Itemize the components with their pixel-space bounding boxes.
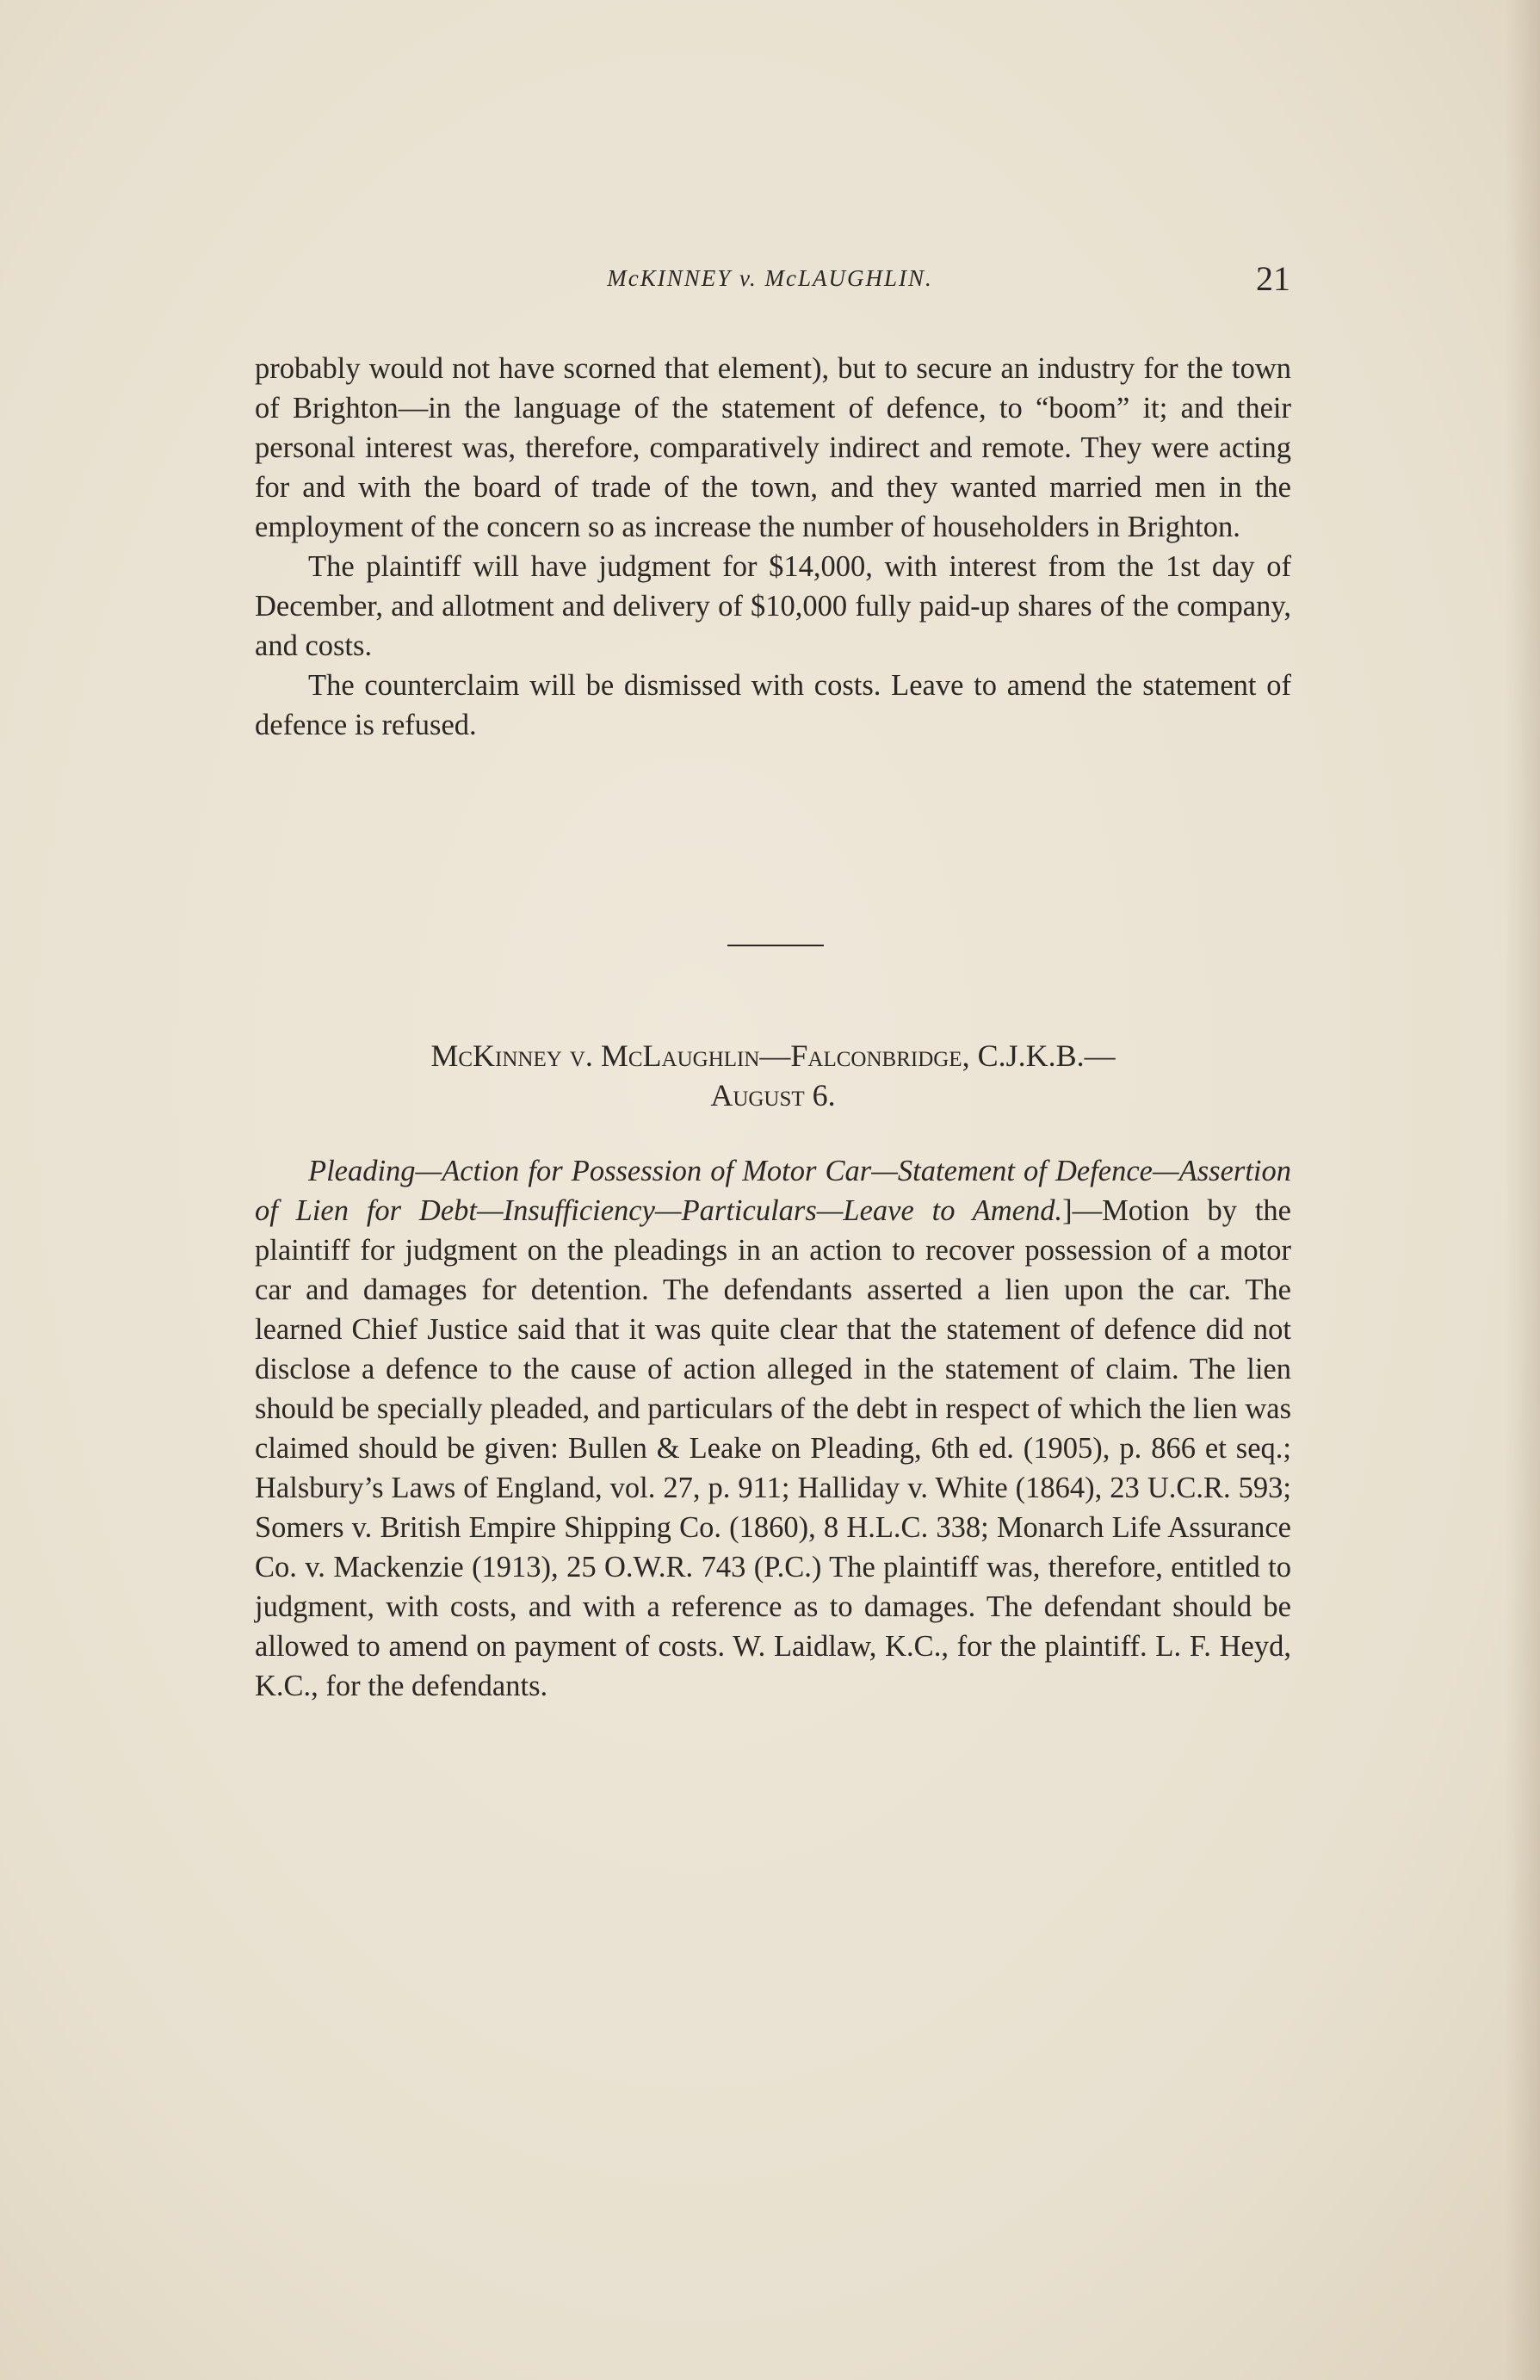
running-header xyxy=(0,258,1540,301)
headnote-paragraph xyxy=(255,1151,1291,1706)
continued-judgment-text xyxy=(255,349,1291,745)
running-title: McKINNEY v. McLAUGHLIN. xyxy=(607,265,933,291)
case-headnote xyxy=(255,1151,1291,1706)
case-title: McKinney v. McLaughlin—Falconbridge, C.J.K.B.— xyxy=(430,1038,1116,1073)
page-edge-shadow xyxy=(1506,0,1540,2380)
paragraph-continuation: probably would not have scorned that element), but to secure an industry for the town of Brighton—in the language of the statement of defence, to “boom” it; and their personal interest was, therefore, comparatively indirect and remote. They were acting for and with the board of trade of the town, and they wanted married men in the employment of the concern so as increase the number of householders in Brighton. xyxy=(255,352,1291,543)
case-heading xyxy=(255,1036,1291,1115)
headnote-body: ]—Motion by the plaintiff for judgment on the pleadings in an action to recover possession of a motor car and damages for detention. The defendants asserted a lien upon the car. The learned Chief Justice said that it was quite clear that the statement of defence did not disclose a defence to the cause of action alleged in the statement of claim. The lien should be specially pleaded, and particulars of the debt in respect of which the lien was claimed should be given: Bullen & Leake on Pleading, 6th ed. (1905), p. 866 et seq.; Halsbury’s Laws of England, vol. 27, p. 911; Halliday v. White (1864), 23 U.C.R. 593; Somers v. British Empire Shipping Co. (1860), 8 H.L.C. 338; Monarch Life Assurance Co. v. Mackenzie (1913), 25 O.W.R. 743 (P.C.) The plaintiff was, therefore, entitled to judgment, with costs, and with a reference as to damages. The defendant should be allowed to amend on payment of costs. W. Laidlaw, K.C., for the plaintiff. L. F. Heyd, K.C., for the defendants. xyxy=(255,1194,1291,1702)
headnote-catchwords: Pleading—Action for Possession of Motor Car—Statement of Defence—Assertion of Lien for Debt—Insufficiency—Particulars—Leave to Amend. xyxy=(255,1155,1291,1227)
page-number: 21 xyxy=(1256,259,1290,298)
paragraph-judgment: The plaintiff will have judgment for $14,000, with interest from the 1st day of December, and allotment and delivery of $10,000 fully paid-up shares of the company, and costs. xyxy=(255,550,1291,662)
case-date: August 6. xyxy=(710,1078,836,1113)
section-divider xyxy=(727,945,824,946)
paragraph-counterclaim: The counterclaim will be dismissed with costs. Leave to amend the statement of defence is refused. xyxy=(255,669,1291,741)
